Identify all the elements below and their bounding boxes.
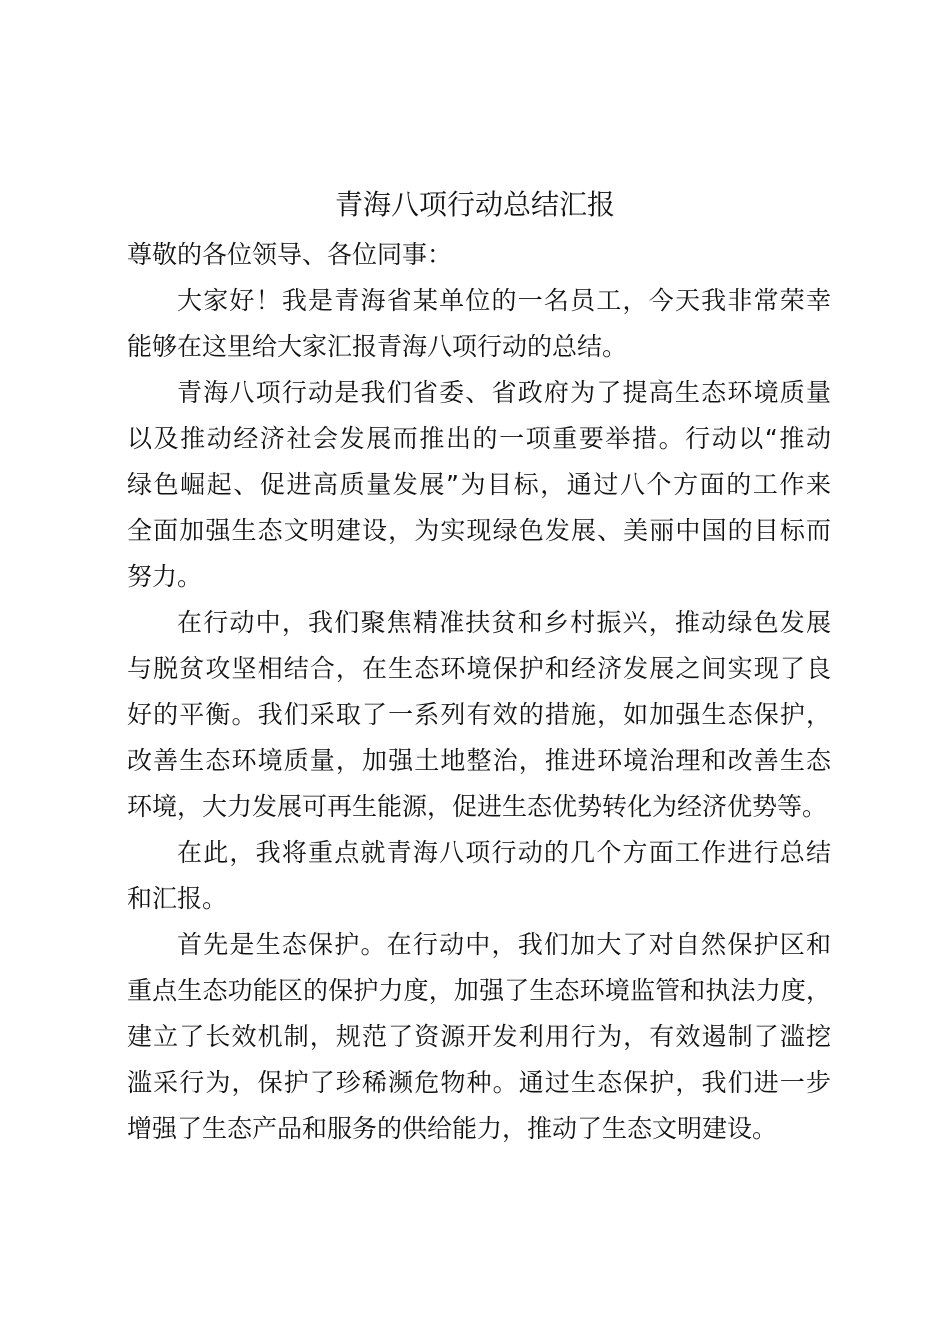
paragraph-line: 全面加强生态文明建设，为实现绿色发展、美丽中国的目标而 xyxy=(127,516,831,545)
paragraph-line: 好的平衡。我们采取了一系列有效的措施，如加强生态保护， xyxy=(127,700,831,729)
paragraph-line: 绿色崛起、促进高质量发展”为目标，通过八个方面的工作来 xyxy=(127,470,831,499)
paragraph-line: 以及推动经济社会发展而推出的一项重要举措。行动以“推动 xyxy=(127,424,831,453)
paragraph-line: 环境，大力发展可再生能源，促进生态优势转化为经济优势等。 xyxy=(127,792,828,821)
paragraph-line: 改善生态环境质量，加强土地整治，推进环境治理和改善生态 xyxy=(127,746,831,775)
paragraph-line: 努力。 xyxy=(127,562,203,591)
paragraph-line: 与脱贫攻坚相结合，在生态环境保护和经济发展之间实现了良 xyxy=(127,654,831,683)
paragraph-line: 滥采行为，保护了珍稀濒危物种。通过生态保护，我们进一步 xyxy=(127,1068,831,1097)
paragraph-line: 在行动中，我们聚焦精准扶贫和乡村振兴，推动绿色发展 xyxy=(177,608,831,637)
paragraph-greeting xyxy=(127,278,831,370)
paragraph-line: 大家好！我是青海省某单位的一名员工，今天我非常荣幸 xyxy=(177,286,831,315)
paragraph-line: 首先是生态保护。在行动中，我们加大了对自然保护区和 xyxy=(177,930,831,959)
paragraph-measures xyxy=(127,600,831,830)
paragraph-line: 重点生态功能区的保护力度，加强了生态环境监管和执法力度， xyxy=(127,976,831,1005)
paragraph-line: 增强了生态产品和服务的供给能力，推动了生态文明建设。 xyxy=(127,1114,778,1143)
salutation: 尊敬的各位领导、各位同事： xyxy=(127,240,453,269)
paragraph-line: 在此，我将重点就青海八项行动的几个方面工作进行总结 xyxy=(177,838,831,867)
paragraph-intro-summary xyxy=(127,830,831,922)
paragraph-line: 和汇报。 xyxy=(127,884,228,913)
document-title: 青海八项行动总结汇报 xyxy=(334,188,615,221)
paragraph-line: 青海八项行动是我们省委、省政府为了提高生态环境质量 xyxy=(177,378,831,407)
paragraph-ecological-protection xyxy=(127,922,831,1152)
paragraph-overview xyxy=(127,370,831,600)
paragraph-line: 能够在这里给大家汇报青海八项行动的总结。 xyxy=(127,332,628,361)
paragraph-line: 建立了长效机制，规范了资源开发利用行为，有效遏制了滥挖 xyxy=(127,1022,831,1051)
document-body xyxy=(127,232,831,1152)
